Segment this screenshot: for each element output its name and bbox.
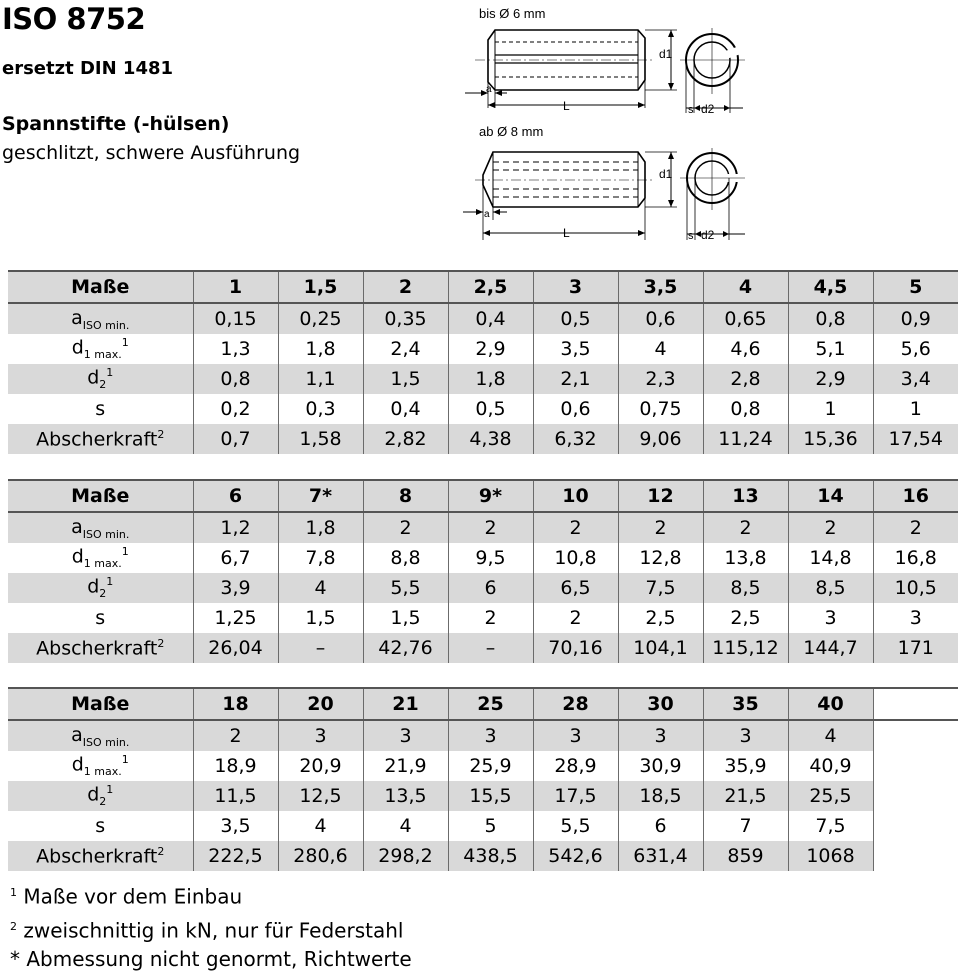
dim-d2-large: d2 [701,228,715,242]
size-cell: 12 [618,480,703,512]
value-cell: 1,58 [278,424,363,454]
value-cell: 28,9 [533,751,618,781]
row-d1 [8,543,958,573]
product-title: Spannstifte (-hülsen) [2,113,230,135]
value-cell: 0,7 [193,424,278,454]
value-cell: 2,9 [448,334,533,364]
value-cell: 0,25 [278,303,363,334]
value-cell: 4,6 [703,334,788,364]
value-cell: 10,8 [533,543,618,573]
value-cell: 9,5 [448,543,533,573]
dim-d1-large: d1 [659,167,673,181]
value-cell: 1,5 [363,603,448,633]
value-cell: 1,8 [278,334,363,364]
value-cell: 5 [448,811,533,841]
size-cell: 1,5 [278,271,363,303]
row-a [8,512,958,543]
value-cell: 0,8 [703,394,788,424]
size-cell: 25 [448,688,533,720]
value-cell: 4 [618,334,703,364]
value-cell: 2 [448,512,533,543]
value-cell: 3,5 [193,811,278,841]
value-cell: 3,4 [873,364,958,394]
pin-drawing-small [465,28,745,116]
footnote: $^2$ zweischnittig in kN, nur für Federstahl [10,918,404,943]
spec-table-3 [8,687,958,871]
value-cell: 0,4 [363,394,448,424]
value-cell: 2 [533,512,618,543]
row-label-s: s [95,607,106,629]
size-cell: 16 [873,480,958,512]
size-cell: 3,5 [618,271,703,303]
value-cell: 12,5 [278,781,363,811]
row-a [8,720,958,751]
value-cell: 2 [788,512,873,543]
value-cell: 6,5 [533,573,618,603]
value-cell: 4 [278,573,363,603]
size-cell: 20 [278,688,363,720]
row-d2 [8,781,958,811]
size-cell: 5 [873,271,958,303]
page-title: ISO 8752 [2,2,146,36]
value-cell: 0,8 [193,364,278,394]
value-cell: 8,5 [703,573,788,603]
row-s [8,811,958,841]
value-cell: 6 [448,573,533,603]
value-cell: 6,7 [193,543,278,573]
row-d2 [8,364,958,394]
value-cell: 70,16 [533,633,618,663]
value-cell: 0,35 [363,303,448,334]
value-cell: 3 [703,720,788,751]
row-label-d1: $d_{1 max.}^1$ [71,753,129,779]
value-cell: 1,5 [363,364,448,394]
value-cell: 4 [278,811,363,841]
value-cell: 0,75 [618,394,703,424]
empty-cell [873,688,958,720]
value-cell: 3 [448,720,533,751]
technical-drawing [455,0,755,250]
value-cell: 3 [618,720,703,751]
row-force [8,424,958,454]
value-cell: 7,5 [788,811,873,841]
value-cell: 2 [873,512,958,543]
value-cell: 1,5 [278,603,363,633]
value-cell: 2 [448,603,533,633]
size-cell: 40 [788,688,873,720]
size-header-row [8,271,958,303]
value-cell: 7,8 [278,543,363,573]
row-force [8,633,958,663]
value-cell: 3,9 [193,573,278,603]
value-cell: 40,9 [788,751,873,781]
value-cell: 25,5 [788,781,873,811]
value-cell: 8,8 [363,543,448,573]
value-cell: 4 [363,811,448,841]
dim-a-large: a [484,209,490,220]
value-cell: 5,1 [788,334,873,364]
value-cell: 20,9 [278,751,363,781]
value-cell: 0,3 [278,394,363,424]
value-cell: 171 [873,633,958,663]
value-cell: 0,4 [448,303,533,334]
size-header-row [8,688,958,720]
value-cell: 11,5 [193,781,278,811]
value-cell: 222,5 [193,841,278,871]
value-cell: 3,5 [533,334,618,364]
pin-drawing-large [463,148,745,242]
size-cell: 8 [363,480,448,512]
value-cell: 17,5 [533,781,618,811]
size-cell: 4,5 [788,271,873,303]
dim-s-large: s [688,230,694,242]
value-cell: 1,1 [278,364,363,394]
value-cell: 0,5 [533,303,618,334]
value-cell: 2,9 [788,364,873,394]
value-cell: 2 [193,720,278,751]
value-cell: 2 [618,512,703,543]
replaces-standard: ersetzt DIN 1481 [2,58,174,79]
value-cell: 542,6 [533,841,618,871]
row-label-force: Abscherkraft$^2$ [8,633,193,663]
empty-cell [873,841,958,871]
row-label-force: Abscherkraft$^2$ [8,841,193,871]
size-cell: 18 [193,688,278,720]
row-d1 [8,334,958,364]
size-cell: 10 [533,480,618,512]
value-cell: 0,15 [193,303,278,334]
value-cell: 7 [703,811,788,841]
row-s [8,394,958,424]
row-label-header: Maße [8,688,193,720]
value-cell: 25,9 [448,751,533,781]
row-label-d1: $d_{1 max.}^1$ [71,336,129,362]
value-cell: 18,9 [193,751,278,781]
value-cell: 30,9 [618,751,703,781]
value-cell: 2,5 [703,603,788,633]
size-cell: 28 [533,688,618,720]
value-cell: 11,24 [703,424,788,454]
dim-L-large: L [563,226,570,240]
row-label-d2: $d_2^1$ [8,364,193,394]
value-cell: 16,8 [873,543,958,573]
size-cell: 21 [363,688,448,720]
size-cell: 9* [448,480,533,512]
footnotes [10,878,412,974]
size-cell: 3 [533,271,618,303]
value-cell: 1 [873,394,958,424]
value-cell: 15,36 [788,424,873,454]
value-cell: 144,7 [788,633,873,663]
value-cell: 4,38 [448,424,533,454]
size-cell: 13 [703,480,788,512]
value-cell: 42,76 [363,633,448,663]
value-cell: 21,5 [703,781,788,811]
value-cell: 2 [703,512,788,543]
value-cell: 2,5 [618,603,703,633]
value-cell: 5,5 [533,811,618,841]
value-cell: 2,82 [363,424,448,454]
value-cell: 0,5 [448,394,533,424]
row-d2 [8,573,958,603]
value-cell: 1068 [788,841,873,871]
dim-s-small: s [688,104,694,116]
size-cell: 7* [278,480,363,512]
value-cell: 4 [788,720,873,751]
size-cell: 6 [193,480,278,512]
row-label-a: $a_{ISO min.}$ [8,303,193,334]
value-cell: 0,8 [788,303,873,334]
value-cell: 3 [278,720,363,751]
empty-cell [873,751,958,781]
empty-cell [873,781,958,811]
value-cell: 2,3 [618,364,703,394]
value-cell: 0,9 [873,303,958,334]
value-cell: 7,5 [618,573,703,603]
value-cell: 5,6 [873,334,958,364]
value-cell: 9,06 [618,424,703,454]
row-force [8,841,958,871]
dim-d2-small: d2 [701,102,715,116]
value-cell: 1,8 [278,512,363,543]
row-label-s: s [95,398,106,420]
size-cell: 14 [788,480,873,512]
value-cell: 8,5 [788,573,873,603]
row-label-d1: $d_{1 max.}^1$ [71,545,129,571]
size-cell: 2 [363,271,448,303]
row-s [8,603,958,633]
value-cell: 104,1 [618,633,703,663]
value-cell: 26,04 [193,633,278,663]
value-cell: – [448,633,533,663]
value-cell: 1 [788,394,873,424]
value-cell: 18,5 [618,781,703,811]
value-cell: 6,32 [533,424,618,454]
drawing-label-small: bis Ø 6 mm [479,6,546,21]
row-label-force: Abscherkraft$^2$ [8,424,193,454]
value-cell: 3 [533,720,618,751]
value-cell: 13,5 [363,781,448,811]
dim-L-small: L [563,99,570,113]
row-label-s: s [95,815,106,837]
value-cell: 13,8 [703,543,788,573]
value-cell: 15,5 [448,781,533,811]
size-cell: 30 [618,688,703,720]
row-d1 [8,751,958,781]
value-cell: 280,6 [278,841,363,871]
value-cell: 6 [618,811,703,841]
value-cell: 631,4 [618,841,703,871]
value-cell: 3 [873,603,958,633]
footnote: $^1$ Maße vor dem Einbau [10,884,243,909]
size-cell: 2,5 [448,271,533,303]
value-cell: 12,8 [618,543,703,573]
value-cell: 3 [788,603,873,633]
dim-a-small: a [486,84,492,95]
value-cell: 2,1 [533,364,618,394]
value-cell: 5,5 [363,573,448,603]
value-cell: 14,8 [788,543,873,573]
value-cell: 21,9 [363,751,448,781]
value-cell: 2,8 [703,364,788,394]
row-label-header: Maße [8,480,193,512]
drawing-label-large: ab Ø 8 mm [479,124,544,139]
row-label-d2: $d_2^1$ [8,781,193,811]
value-cell: 115,12 [703,633,788,663]
dim-d1-small: d1 [659,47,673,61]
row-a [8,303,958,334]
size-cell: 4 [703,271,788,303]
value-cell: 1,2 [193,512,278,543]
row-label-a: $a_{ISO min.}$ [8,512,193,543]
value-cell: 10,5 [873,573,958,603]
size-header-row [8,480,958,512]
value-cell: 0,6 [618,303,703,334]
empty-cell [873,720,958,751]
value-cell: 1,3 [193,334,278,364]
value-cell: 438,5 [448,841,533,871]
row-label-d2: $d_2^1$ [8,573,193,603]
value-cell: 0,6 [533,394,618,424]
value-cell: 298,2 [363,841,448,871]
value-cell: 1,8 [448,364,533,394]
size-cell: 35 [703,688,788,720]
value-cell: 859 [703,841,788,871]
value-cell: 2 [363,512,448,543]
value-cell: 2,4 [363,334,448,364]
footnote: * Abmessung nicht genormt, Richtwerte [10,947,412,972]
value-cell: 0,65 [703,303,788,334]
value-cell: 3 [363,720,448,751]
value-cell: 35,9 [703,751,788,781]
value-cell: 17,54 [873,424,958,454]
value-cell: – [278,633,363,663]
empty-cell [873,811,958,841]
value-cell: 2 [533,603,618,633]
value-cell: 0,2 [193,394,278,424]
size-cell: 1 [193,271,278,303]
value-cell: 1,25 [193,603,278,633]
spec-table-2 [8,479,958,663]
spec-table-1 [8,270,958,454]
product-description: geschlitzt, schwere Ausführung [2,142,301,164]
row-label-header: Maße [8,271,193,303]
row-label-a: $a_{ISO min.}$ [8,720,193,751]
